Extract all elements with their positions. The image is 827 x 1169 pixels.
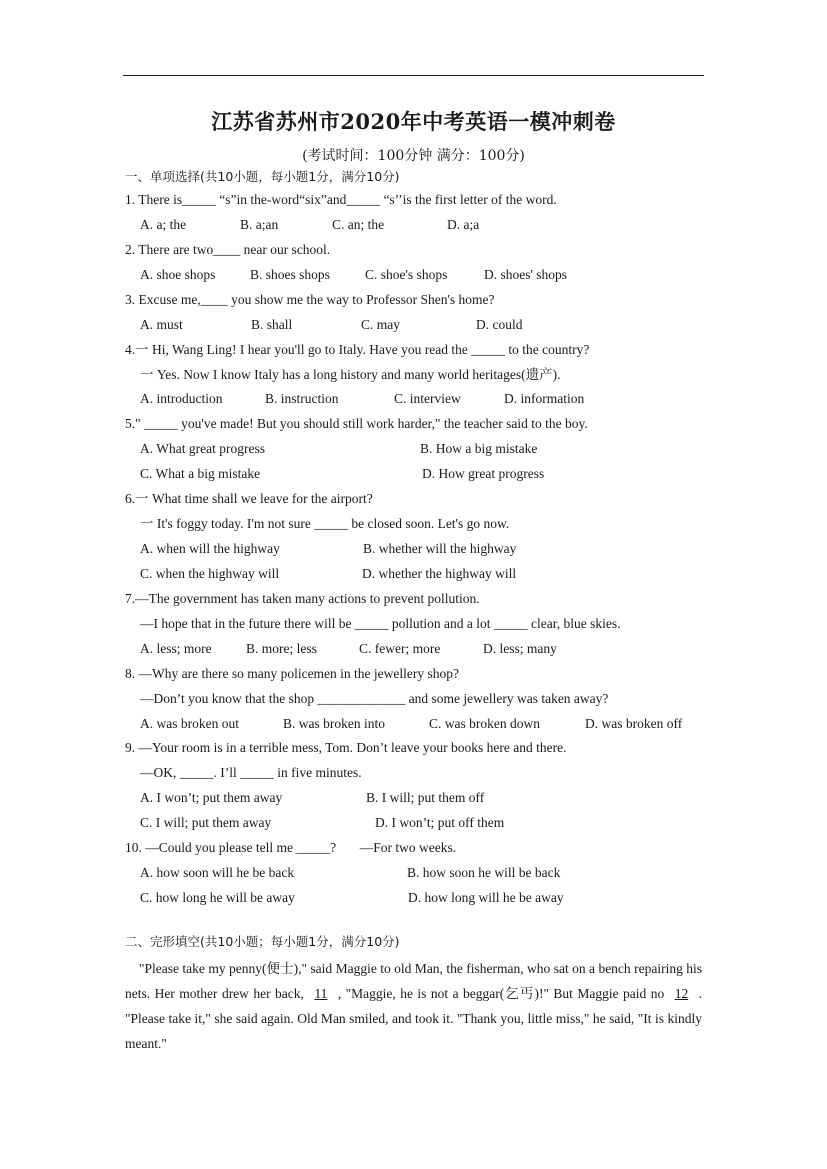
question-10-option-c: C. how long he will be away <box>140 890 295 905</box>
passage-text-3: . "Please take it," she said again. Old Man smiled, and took it. "Thank you, little miss," he said, "It is kindly meant." <box>125 986 703 1051</box>
question-8-stem-reply: —Don’t you know that the shop _____________ and some jewellery was taken away? <box>140 691 609 706</box>
question-6-option-b: B. whether will the highway <box>363 541 517 556</box>
question-2-option-a: A. shoe shops <box>140 267 216 282</box>
cloze-blank-11: 11 <box>314 986 328 1001</box>
question-8-option-d: D. was broken off <box>585 716 683 731</box>
top-rule <box>123 75 704 76</box>
question-3-option-c: C. may <box>361 317 400 332</box>
question-10-option-a: A. how soon will he be back <box>140 865 295 880</box>
question-4-option-a: A. introduction <box>140 391 223 406</box>
question-6-stem: 6.一 What time shall we leave for the airport? <box>125 491 373 506</box>
question-5-option-d: D. How great progress <box>422 466 545 481</box>
question-9-option-d: D. I won’t; put off them <box>375 815 505 830</box>
passage-text-2: , "Maggie, he is not a beggar(乞丐)!" But Maggie paid no <box>337 986 665 1001</box>
question-9-option-a: A. I won’t; put them away <box>140 790 283 805</box>
question-6-stem-reply: 一 It's foggy today. I'm not sure _____ be closed soon. Let's go now. <box>140 516 510 531</box>
question-7-stem-reply: —I hope that in the future there will be _____ pollution and a lot _____ clear, blue skies. <box>140 616 621 631</box>
cloze-blank-12: 12 <box>674 986 689 1001</box>
question-1-option-c: C. an; the <box>332 217 385 232</box>
question-5-option-c: C. What a big mistake <box>140 466 261 481</box>
question-2-option-d: D. shoes' shops <box>484 267 568 282</box>
question-5-option-a: A. What great progress <box>140 441 265 456</box>
question-1-option-d: D. a;a <box>447 217 480 232</box>
question-2-option-c: C. shoe's shops <box>365 267 448 282</box>
question-7-option-a: A. less; more <box>140 641 212 656</box>
question-3-option-b: B. shall <box>251 317 293 332</box>
question-6-option-d: D. whether the highway will <box>362 566 517 581</box>
question-10-stem: 10. —Could you please tell me _____? —For two weeks. <box>125 840 457 855</box>
question-1-option-a: A. a; the <box>140 217 187 232</box>
question-9-option-c: C. I will; put them away <box>140 815 272 830</box>
section-heading-1: 一、单项选择(共10小题，每小题1分，满分10分) <box>125 169 400 184</box>
question-2-option-b: B. shoes shops <box>250 267 330 282</box>
question-5-stem: 5." _____ you've made! But you should still work harder," the teacher said to the boy. <box>125 416 588 431</box>
question-4-option-b: B. instruction <box>265 391 339 406</box>
question-4-stem: 4.一 Hi, Wang Ling! I hear you'll go to Italy. Have you read the _____ to the country? <box>125 342 590 357</box>
question-9-stem: 9. —Your room is in a terrible mess, Tom. Don’t leave your books here and there. <box>125 740 567 755</box>
question-7-option-c: C. fewer; more <box>359 641 441 656</box>
question-7-option-d: D. less; many <box>483 641 557 656</box>
question-7-option-b: B. more; less <box>246 641 317 656</box>
cloze-passage <box>125 956 702 1056</box>
question-8-option-a: A. was broken out <box>140 716 239 731</box>
question-6-option-c: C. when the highway will <box>140 566 280 581</box>
question-4-option-c: C. interview <box>394 391 461 406</box>
section-heading-2: 二、完形填空(共10小题；每小题1分，满分10分) <box>125 934 400 949</box>
question-3-option-d: D. could <box>476 317 523 332</box>
question-4-stem-reply: 一 Yes. Now I know Italy has a long history and many world heritages(遗产). <box>140 367 561 382</box>
question-8-option-b: B. was broken into <box>283 716 385 731</box>
question-4-option-d: D. information <box>504 391 585 406</box>
exam-title: 江苏省苏州市2020年中考英语一模冲刺卷 <box>211 109 616 134</box>
question-8-stem: 8. —Why are there so many policemen in the jewellery shop? <box>125 666 460 681</box>
question-2-stem: 2. There are two____ near our school. <box>125 242 331 257</box>
question-7-stem: 7.—The government has taken many actions to prevent pollution. <box>125 591 480 606</box>
question-9-option-b: B. I will; put them off <box>366 790 485 805</box>
question-10-option-b: B. how soon he will be back <box>407 865 561 880</box>
passage-text-1: "Please take my penny(便士)," said Maggie to old Man, the fisherman, who sat on a bench repairing his nets. Her mother drew her back, <box>125 961 702 1001</box>
question-3-stem: 3. Excuse me,____ you show me the way to Professor Shen's home? <box>125 292 495 307</box>
question-1-option-b: B. a;an <box>240 217 279 232</box>
question-6-option-a: A. when will the highway <box>140 541 280 556</box>
question-1-stem: 1. There is_____ “s”in the-word“six”and_____ “s’’is the first letter of the word. <box>125 192 557 207</box>
exam-subtitle: (考试时间：100分钟 满分：100分) <box>302 148 525 164</box>
question-9-stem-reply: —OK, _____. I’ll _____ in five minutes. <box>140 765 362 780</box>
question-8-option-c: C. was broken down <box>429 716 540 731</box>
question-3-option-a: A. must <box>140 317 183 332</box>
question-5-option-b: B. How a big mistake <box>420 441 538 456</box>
question-10-option-d: D. how long will he be away <box>408 890 564 905</box>
cloze-paragraph <box>125 956 702 1056</box>
